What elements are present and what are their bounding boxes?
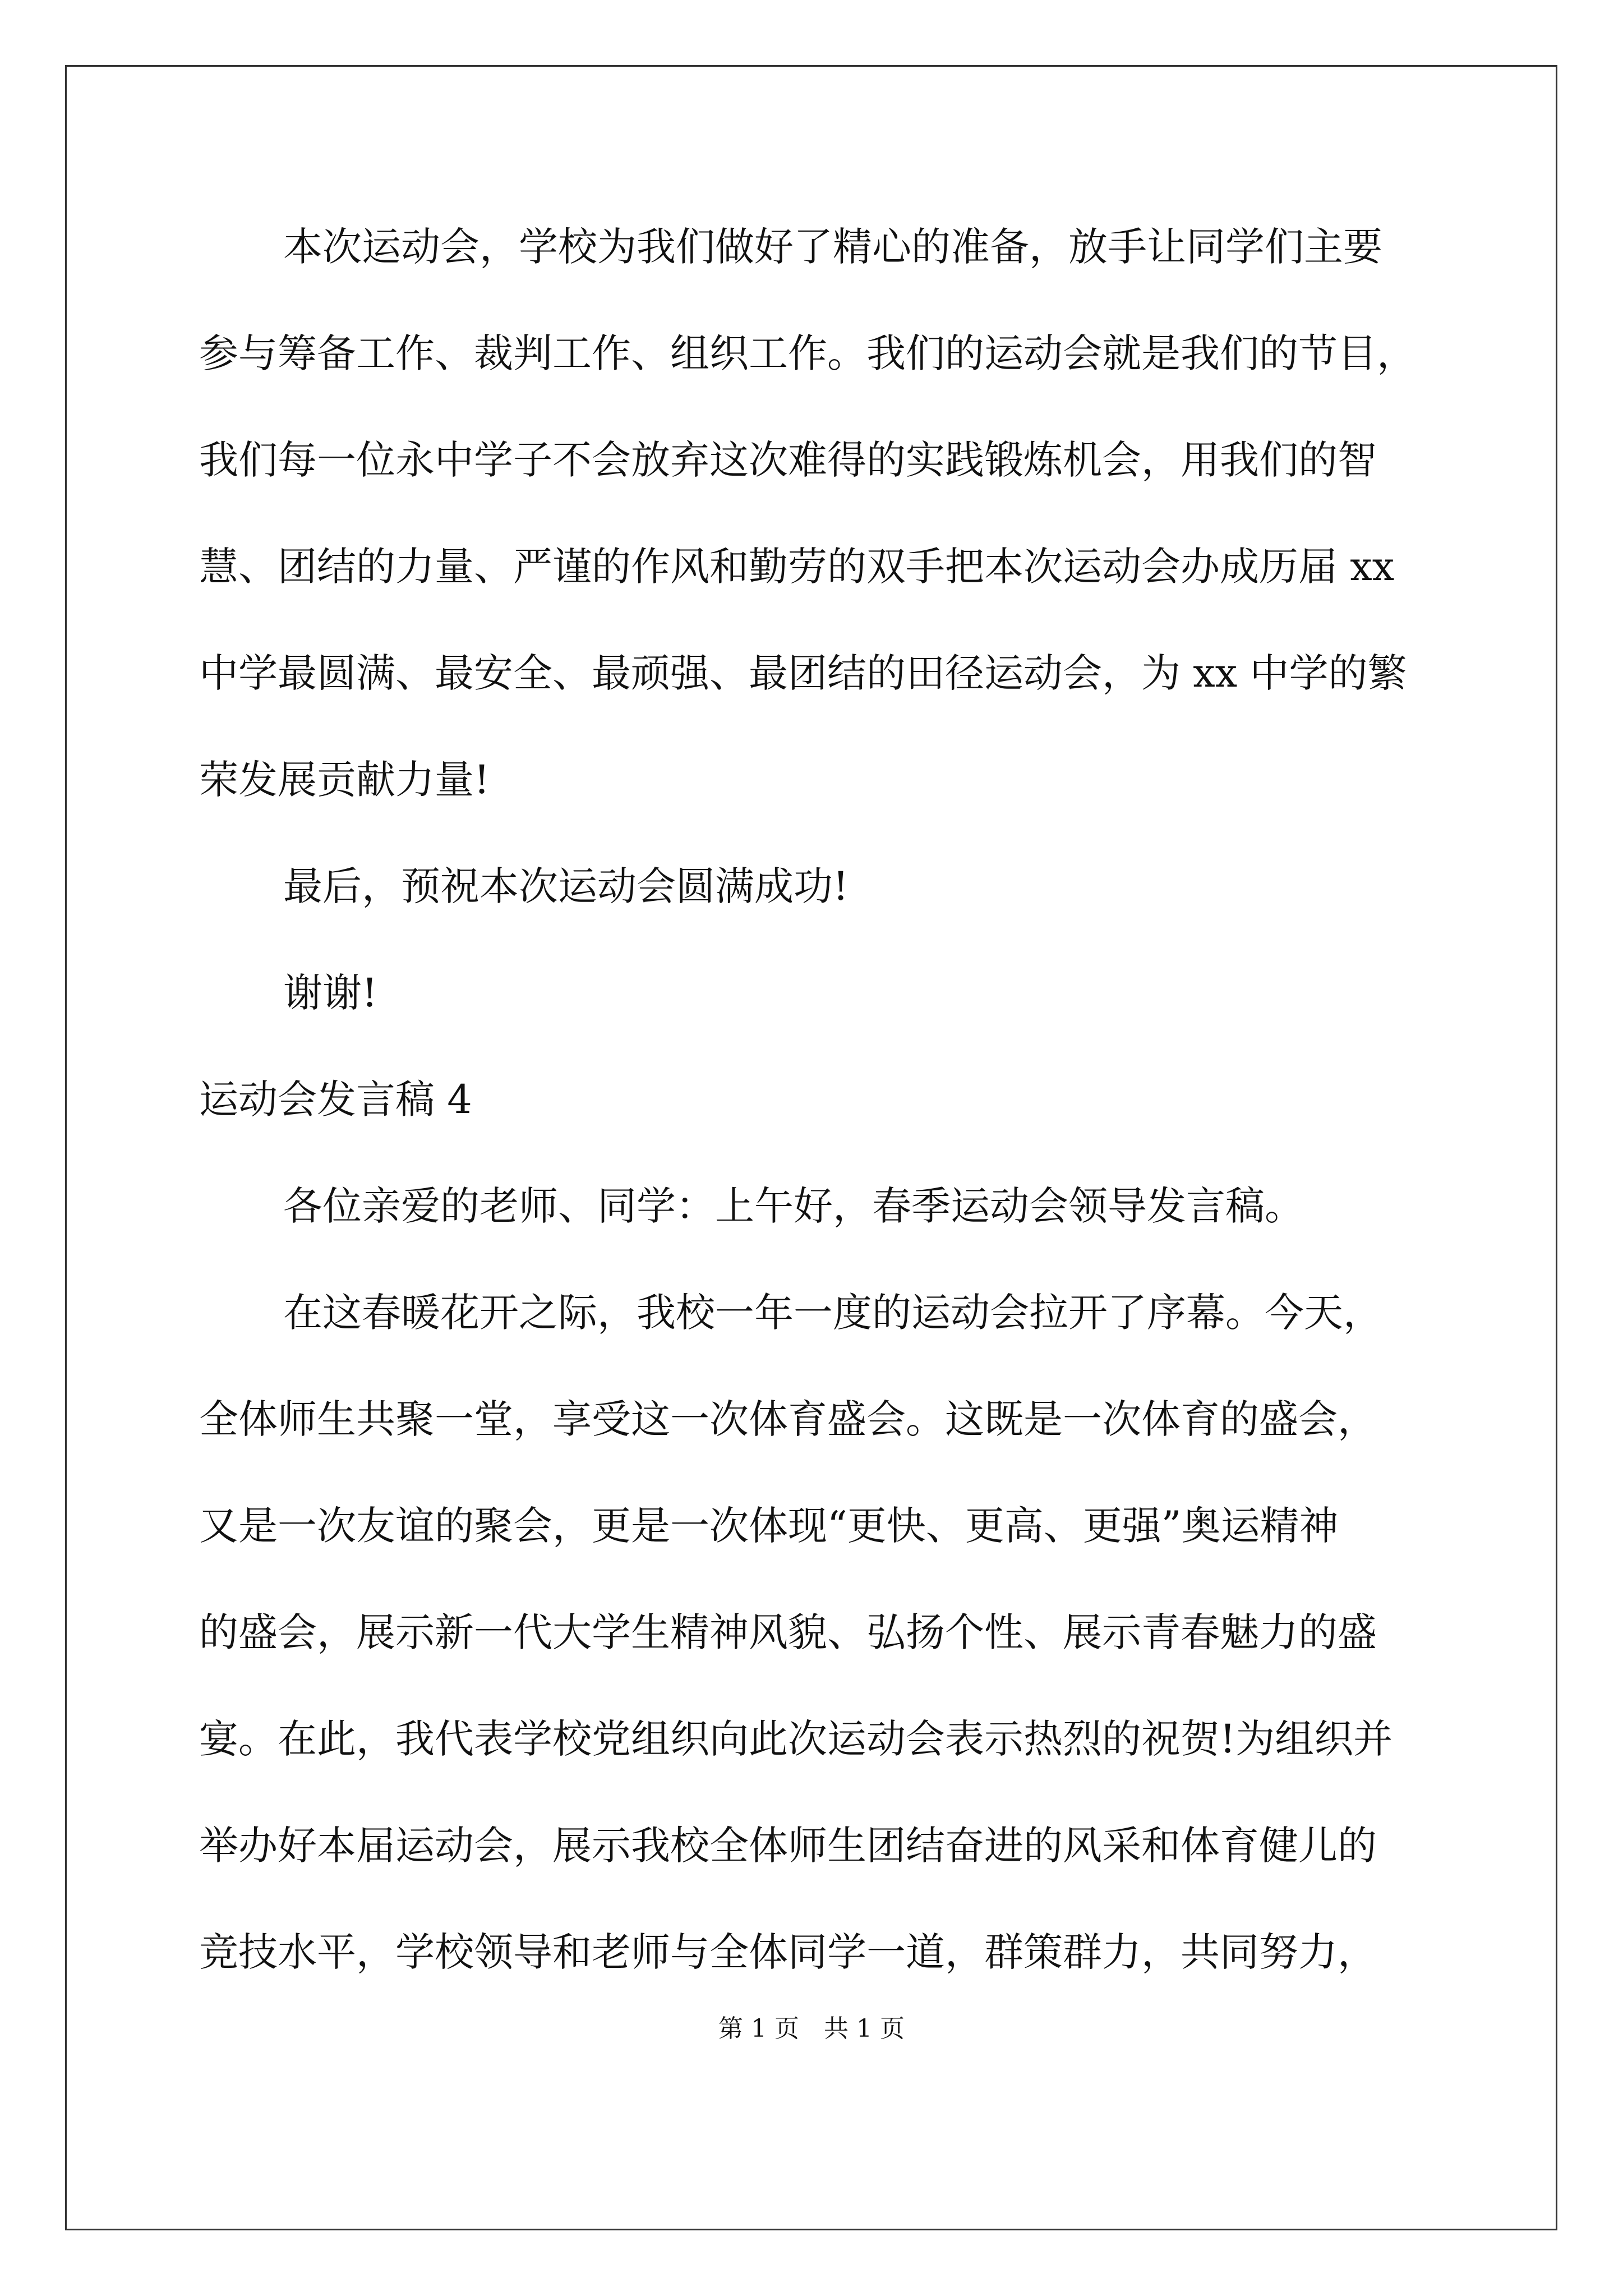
text-line: 宴。在此，我代表学校党组织向此次运动会表示热烈的祝贺!为组织并 [199,1716,1393,1762]
text-line: 又是一次友谊的聚会，更是一次体现“更快、更高、更强”奥运精神 [199,1503,1339,1549]
text-line: 荣发展贡献力量! [199,757,490,803]
page-footer: 第 1 页 共 1 页 [718,2014,905,2043]
text-line: 全体师生共聚一堂，享受这一次体育盛会。这既是一次体育的盛会， [199,1396,1377,1442]
section-heading: 运动会发言稿 4 [199,1076,472,1122]
text-line: 举办好本届运动会，展示我校全体师生团结奋进的风采和体育健儿的 [199,1823,1377,1869]
text-line: 的盛会，展示新一代大学生精神风貌、弘扬个性、展示青春魅力的盛 [199,1609,1377,1655]
text-line: 参与筹备工作、裁判工作、组织工作。我们的运动会就是我们的节目， [199,330,1416,376]
text-line: 各位亲爱的老师、同学：上午好，春季运动会领导发言稿。 [283,1183,1304,1229]
text-line: 竞技水平，学校领导和老师与全体同学一道，群策群力，共同努力， [199,1929,1377,1975]
text-line: 慧、团结的力量、严谨的作风和勤劳的双手把本次运动会办成历届 xx [199,544,1395,590]
text-line: 中学最圆满、最安全、最顽强、最团结的田径运动会，为 xx 中学的繁 [199,650,1407,696]
text-line: 最后，预祝本次运动会圆满成功! [283,863,849,909]
text-line: 我们每一位永中学子不会放弃这次难得的实践锻炼机会，用我们的智 [199,437,1377,483]
text-line: 本次运动会，学校为我们做好了精心的准备，放手让同学们主要 [283,224,1382,270]
text-line: 谢谢! [283,970,378,1016]
text-line: 在这春暖花开之际，我校一年一度的运动会拉开了序幕。今天， [283,1290,1382,1336]
document-body [199,216,1433,2028]
